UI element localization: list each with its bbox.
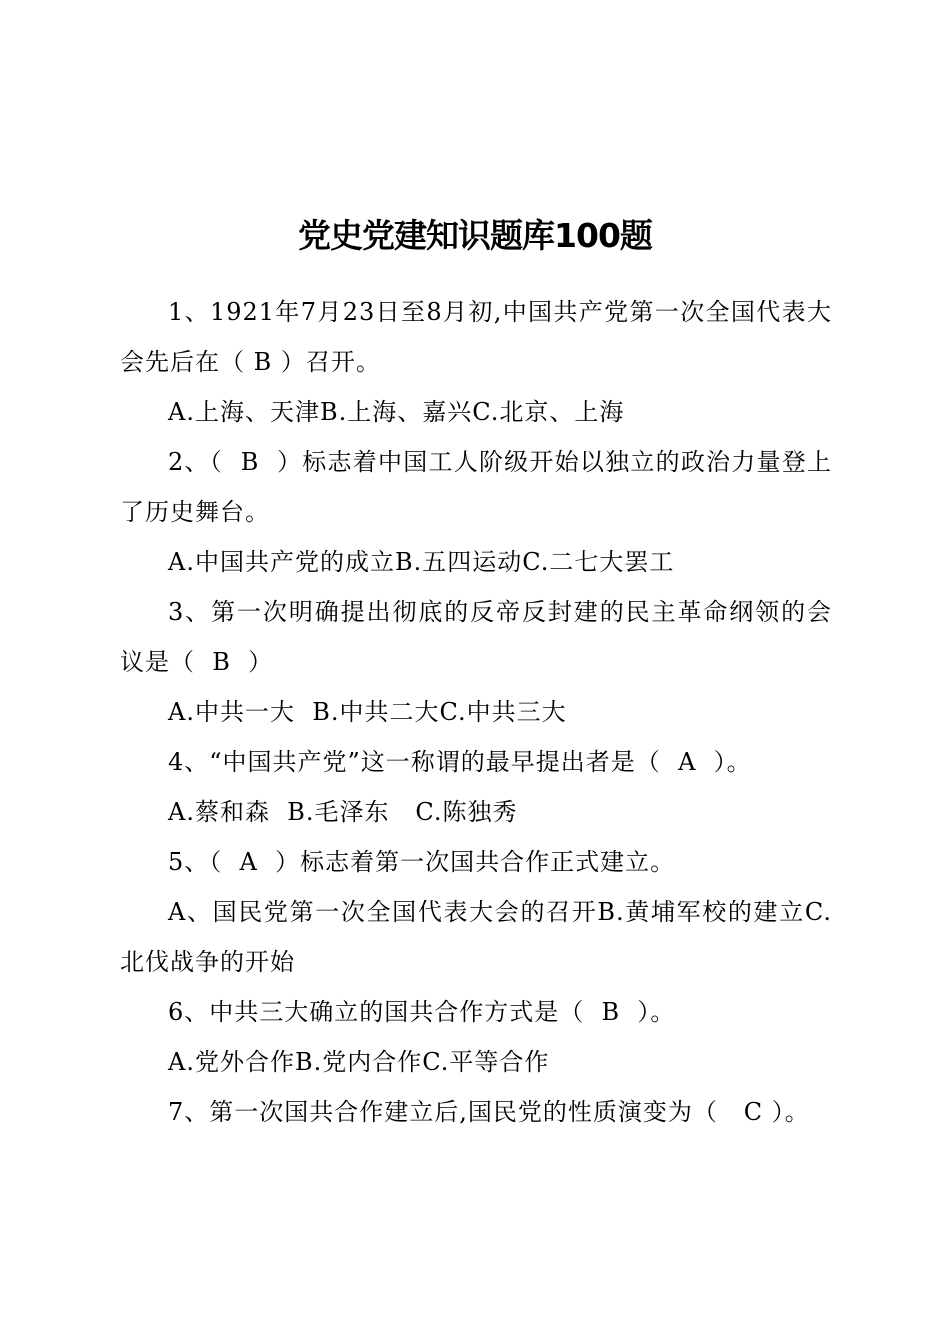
question-3-options: A.中共一大 B.中共二大C.中共三大: [168, 698, 567, 726]
question-3: 3、第一次明确提出彻底的反帝反封建的民主革命纲领的会议是（ B ）: [120, 598, 832, 676]
question-5-options: A、国民党第一次全国代表大会的召开B.黄埔军校的建立C.北伐战争的开始: [120, 898, 832, 976]
question-4: 4、“中国共产党”这一称谓的最早提出者是（ A ）。: [168, 748, 752, 776]
question-2: 2、（ B ）标志着中国工人阶级开始以独立的政治力量登上了历史舞台。: [120, 448, 832, 526]
question-7: 7、第一次国共合作建立后,国民党的性质演变为（ C ）。: [168, 1098, 810, 1126]
question-4-options: A.蔡和森 B.毛泽东 C.陈独秀: [168, 798, 518, 826]
question-6: 6、中共三大确立的国共合作方式是（ B ）。: [168, 998, 676, 1026]
document-title: 党史党建知识题库100题: [298, 216, 652, 255]
question-6-options: A.党外合作B.党内合作C.平等合作: [168, 1048, 550, 1076]
document-body: [120, 287, 832, 1137]
question-2-options: A.中国共产党的成立B.五四运动C.二七大罢工: [168, 548, 675, 576]
question-1: 1、1921年7月23日至8月初,中国共产党第一次全国代表大会先后在（ B ）召开。: [120, 298, 832, 376]
question-5: 5、（ A ）标志着第一次国共合作正式建立。: [168, 848, 676, 876]
question-1-options: A.上海、天津B.上海、嘉兴C.北京、上海: [168, 398, 625, 426]
